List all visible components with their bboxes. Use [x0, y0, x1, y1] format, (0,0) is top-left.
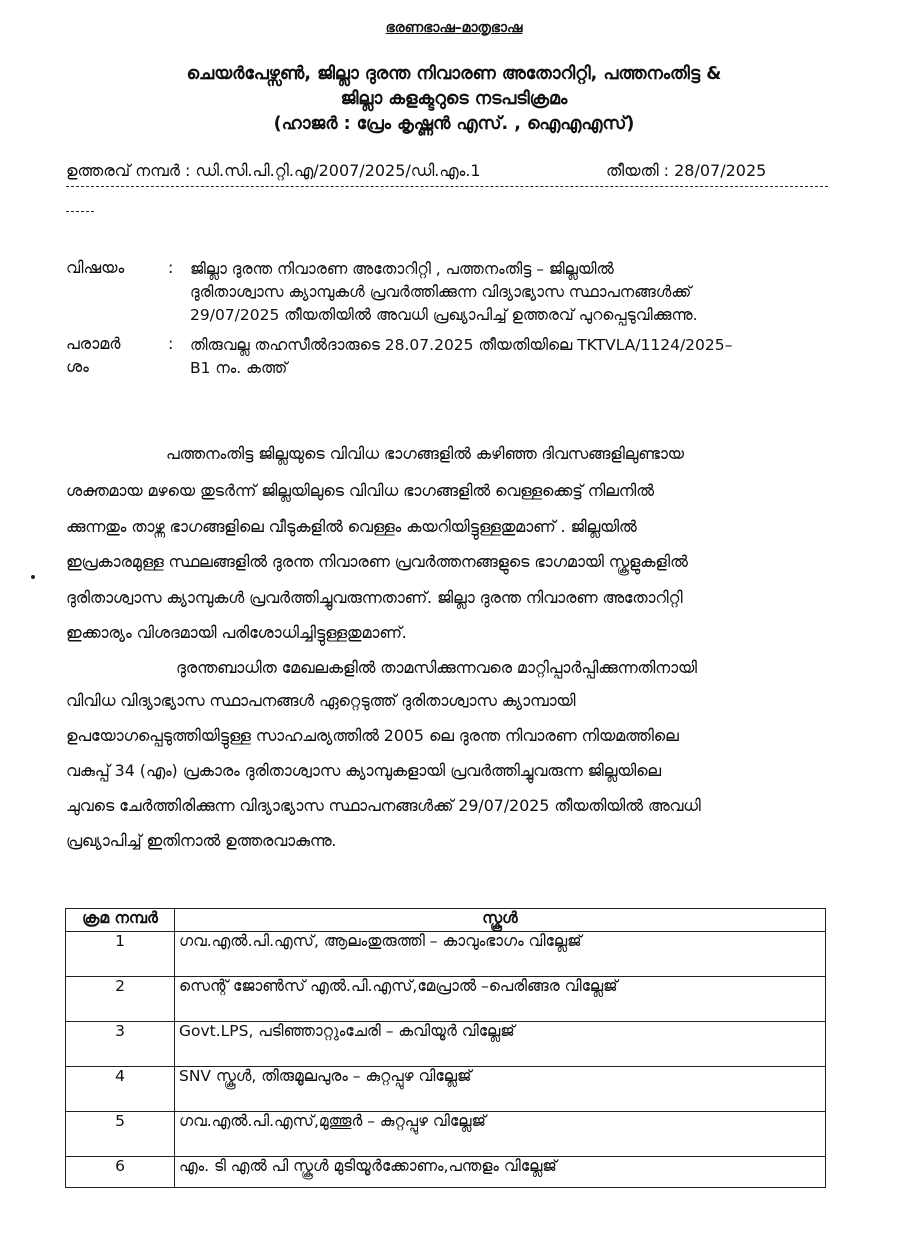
row-number: 1: [66, 932, 175, 977]
dashed-divider-tail: [66, 211, 94, 212]
stray-mark: [31, 575, 35, 579]
paragraph-line: ശക്തമായ മഴയെ തുടർന്ന് ജില്ലയിലുടെ വിവിധ ഭാഗങ്ങളിൽ വെള്ളക്കെട്ട് നിലനിൽ: [66, 481, 654, 500]
motto: ഭരണഭാഷ–മാതൃഭാഷ: [385, 20, 523, 36]
table-header-row: [66, 909, 826, 932]
table-row: [66, 1157, 826, 1188]
row-number: 5: [66, 1112, 175, 1157]
reference-line: തിരുവല്ല തഹസീൽദാരുടെ 28.07.2025 തീയതിയിലെ TKTVLA/1124/2025–: [190, 336, 733, 354]
row-school: എം. ടി എൽ പി സ്കൂൾ മുടിയൂർക്കോണം,പന്തളം വില്ലേജ്: [175, 1157, 826, 1188]
schools-table: [65, 908, 826, 1188]
order-date: തീയതി : 28/07/2025: [606, 161, 767, 180]
subject-label: വിഷയം: [66, 258, 125, 277]
reference-colon: :: [168, 334, 174, 353]
paragraph-line: വകുപ്പ് 34 (എം) പ്രകാരം ദുരിതാശ്വാസ ക്യാമ്പുകളായി പ്രവർത്തിച്ചുവരുന്ന ജില്ലയിലെ: [66, 761, 661, 780]
subject-line: ദുരിതാശ്വാസ ക്യാമ്പുകൾ പ്രവർത്തിക്കുന്ന വിദ്യാഭ്യാസ സ്ഥാപനങ്ങൾക്ക്: [190, 283, 692, 301]
order-number: ഉത്തരവ് നമ്പർ : ഡി.സി.പി.റ്റി.എ/2007/2025/ഡി.എം.1: [66, 161, 481, 180]
row-number: 2: [66, 977, 175, 1022]
table-row: [66, 977, 826, 1022]
dashed-divider: [66, 186, 828, 187]
reference-line: B1 നം. കത്ത്: [190, 359, 288, 377]
table-row: [66, 1022, 826, 1067]
paragraph-line: ഇപ്രകാരമുള്ള സ്ഥലങ്ങളിൽ ദുരന്ത നിവാരണ പ്രവർത്തനങ്ങളുടെ ഭാഗമായി സ്കൂളുകളിൽ: [66, 552, 688, 571]
row-school: ഗവ.എൽ.പി.എസ്, ആലംതുരുത്തി – കാവുംഭാഗം വില്ലേജ്: [175, 932, 826, 977]
header-serial-number: ക്രമ നമ്പർ: [66, 909, 175, 932]
subject-text: [190, 258, 820, 327]
row-school: SNV സ്കൂൾ, തിരുമൂലപുരം – കുറ്റപ്പുഴ വില്ലേജ്: [175, 1067, 826, 1112]
subject-colon: :: [168, 258, 174, 277]
table-row: [66, 1067, 826, 1112]
row-school: സെന്റ് ജോൺസ് എൽ.പി.എസ്,മേപ്രാൽ –പെരിങ്ങര വില്ലേജ്: [175, 977, 826, 1022]
paragraph-line: ദുരന്തബാധിത മേഖലകളിൽ താമസിക്കുന്നവരെ മാറ്റിപ്പാർപ്പിക്കുന്നതിനായി: [176, 658, 697, 677]
subject-line: 29/07/2025 തീയതിയിൽ അവധി പ്രഖ്യാപിച്ച് ഉത്തരവ് പുറപ്പെടുവിക്കുന്നു.: [190, 306, 698, 324]
table-row: [66, 932, 826, 977]
title-line-2: ജില്ലാ കളക്ടറുടെ നടപടിക്രമം: [340, 89, 568, 109]
row-number: 4: [66, 1067, 175, 1112]
header-school: സ്കൂൾ: [175, 909, 826, 932]
row-number: 3: [66, 1022, 175, 1067]
table-row: [66, 1112, 826, 1157]
paragraph-line: പത്തനംതിട്ട ജില്ലയുടെ വിവിധ ഭാഗങ്ങളിൽ കഴിഞ്ഞ ദിവസങ്ങളിലുണ്ടായ: [166, 444, 684, 463]
row-school: ഗവ.എൽ.പി.എസ്,മുത്തൂർ – കുറ്റപ്പുഴ വില്ലേജ്: [175, 1112, 826, 1157]
paragraph-line: ദുരിതാശ്വാസ ക്യാമ്പുകൾ പ്രവർത്തിച്ചുവരുന്നതാണ്. ജില്ലാ ദുരന്ത നിവാരണ അതോറിറ്റി: [66, 588, 683, 607]
paragraph-line: പ്രഖ്യാപിച്ച് ഇതിനാൽ ഉത്തരവാകുന്നു.: [66, 831, 337, 850]
reference-label-line-2: ശം: [66, 357, 89, 376]
paragraph-line: ഇക്കാര്യം വിശദമായി പരിശോധിച്ചിട്ടുള്ളതുമാണ്.: [66, 623, 407, 642]
paragraph-line: ഉപയോഗപ്പെടുത്തിയിട്ടുള്ള സാഹചര്യത്തിൽ 2005 ലെ ദുരന്ത നിവാരണ നിയമത്തിലെ: [66, 726, 679, 745]
subject-line: ജില്ലാ ദുരന്ത നിവാരണ അതോറിറ്റി , പത്തനംതിട്ട – ജില്ലയിൽ: [190, 260, 614, 278]
title-line-3: (ഹാജർ : പ്രേം കൃഷ്ണൻ എസ്. , ഐഎഎസ്): [273, 114, 635, 134]
paragraph-line: ചുവടെ ചേർത്തിരിക്കുന്ന വിദ്യാഭ്യാസ സ്ഥാപനങ്ങൾക്ക് 29/07/2025 തീയതിയിൽ അവധി: [66, 796, 701, 815]
row-school: Govt.LPS, പടിഞ്ഞാറ്റുംചേരി – കവിയൂർ വില്ലേജ്: [175, 1022, 826, 1067]
paragraph-line: ക്കുന്നതും താഴ്ന്ന ഭാഗങ്ങളിലെ വീടുകളിൽ വെള്ളം കയറിയിട്ടുള്ളതുമാണ് . ജില്ലയിൽ: [66, 517, 637, 536]
title-line-1: ചെയർപേഴ്സൺ, ജില്ലാ ദുരന്ത നിവാരണ അതോറിറ്റി, പത്തനംതിട്ട &: [186, 64, 722, 84]
reference-label-line-1: പരാമർ: [66, 334, 121, 353]
reference-text: [190, 334, 820, 380]
row-number: 6: [66, 1157, 175, 1188]
paragraph-line: വിവിധ വിദ്യാഭ്യാസ സ്ഥാപനങ്ങൾ ഏറ്റെടുത്ത് ദുരിതാശ്വാസ ക്യാമ്പായി: [66, 691, 576, 710]
